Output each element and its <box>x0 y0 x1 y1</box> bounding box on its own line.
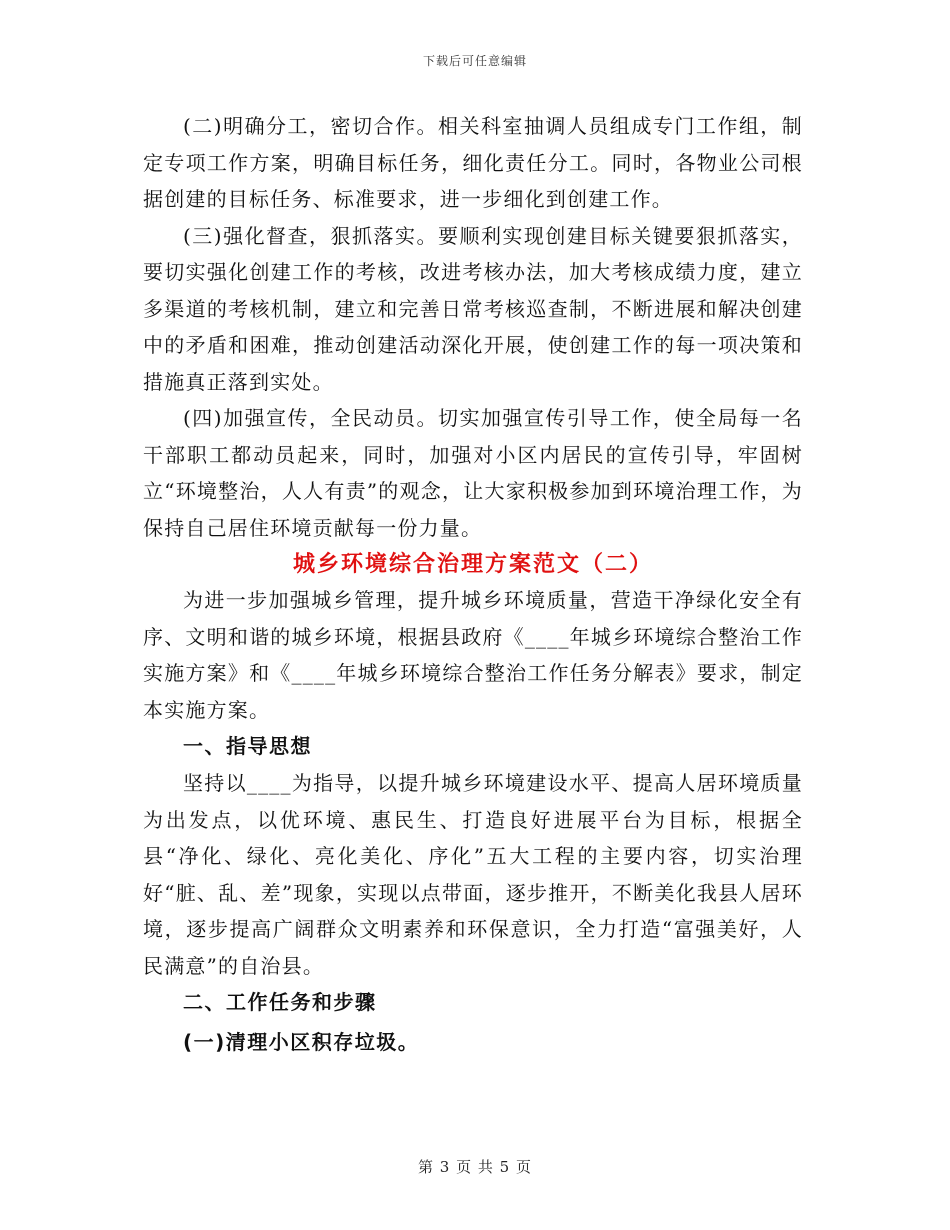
paragraph-publicity: (四)加强宣传，全民动员。切实加强宣传引导工作，使全局每一名干部职工都动员起来，同时，加强对小区内居民的宣传引导，牢固树立“环境整治，人人有责”的观念，让大家积极参加到环境治理工作，为保持自己居住环境贡献每一份力量。 <box>143 406 803 540</box>
document-body <box>143 108 803 1061</box>
heading-guiding-ideology: 一、指导思想 <box>183 734 312 758</box>
heading-tasks-and-steps: 二、工作任务和步骤 <box>183 990 377 1014</box>
paragraph-supervision: (三)强化督查，狠抓落实。要顺利实现创建目标关键要狠抓落实，要切实强化创建工作的考核，改进考核办法，加大考核成绩力度，建立多渠道的考核机制，建立和完善日常考核巡查制，不断进展和解决创建中的矛盾和困难，推动创建活动深化开展，使创建工作的每一项决策和措施真正落到实处。 <box>143 223 803 394</box>
paragraph-guiding-ideology: 坚持以____为指导，以提升城乡环境建设水平、提高人居环境质量为出发点，以优环境、惠民生、打造良好进展平台为目标，根据全县“净化、绿化、亮化美化、序化”五大工程的主要内容，切实治理好“脏、乱、差”现象，实现以点带面，逐步推开，不断美化我县人居环境，逐步提高广阔群众文明素养和环保意识，全力打造“富强美好，人民满意”的自治县。 <box>143 771 803 978</box>
section-title: 城乡环境综合治理方案范文（二） <box>292 551 653 577</box>
paragraph-intro: 为进一步加强城乡管理，提升城乡环境质量，营造干净绿化安全有序、文明和谐的城乡环境，根据县政府《____年城乡环境综合整治工作实施方案》和《____年城乡环境综合整治工作任务分解表》要求，制定本实施方案。 <box>143 588 803 722</box>
paragraph-division-of-labor: (二)明确分工，密切合作。相关科室抽调人员组成专门工作组，制定专项工作方案，明确目标任务，细化责任分工。同时，各物业公司根据创建的目标任务、标准要求，进一步细化到创建工作。 <box>143 114 803 211</box>
page-footer: 第 3 页 共 5 页 <box>418 1158 532 1176</box>
page-header: 下载后可任意编辑 <box>422 54 527 68</box>
subheading-clean-garbage: (一)清理小区积存垃圾。 <box>183 1030 420 1054</box>
